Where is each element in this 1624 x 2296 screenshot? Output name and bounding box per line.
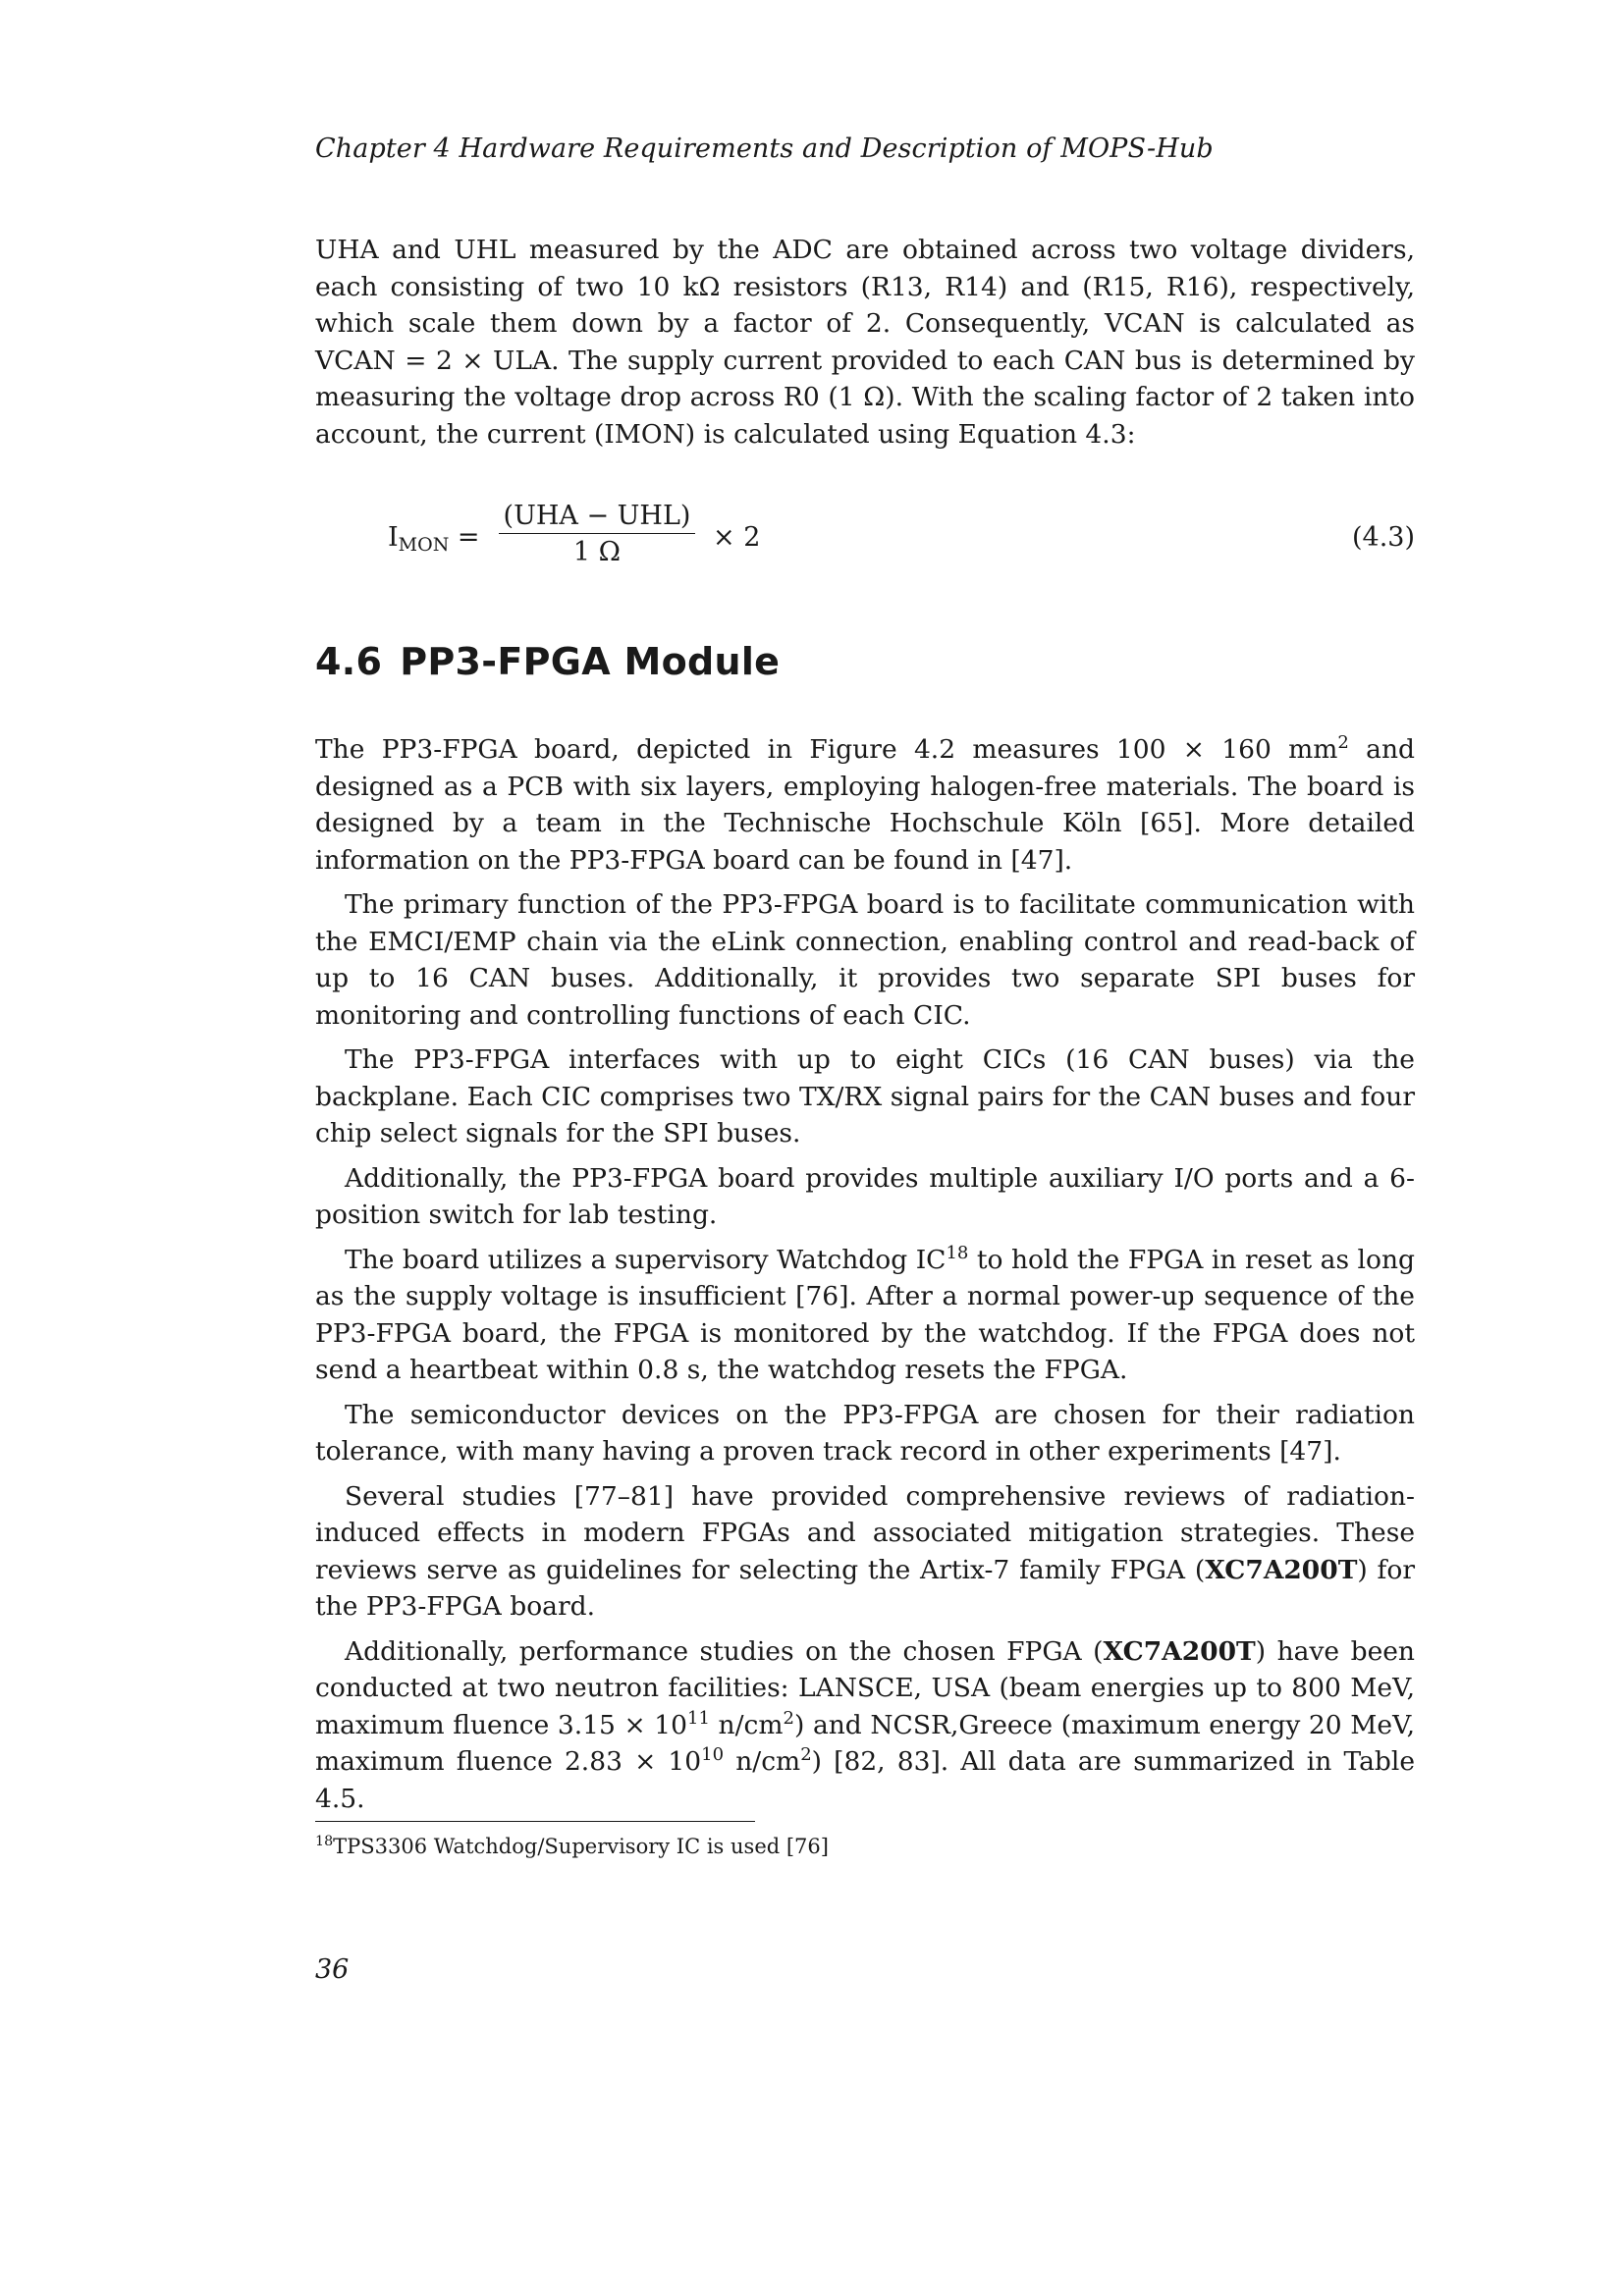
paragraph	[315, 1478, 1415, 1626]
text-run: Additionally, performance studies on the chosen FPGA (	[345, 1635, 1104, 1667]
text-run: The PP3-FPGA board, depicted in Figure 4.2 measures 100 × 160 mm	[315, 734, 1338, 765]
part-number: XC7A200T	[1205, 1554, 1358, 1585]
section-number: 4.6	[315, 640, 383, 683]
equation-fraction	[499, 501, 695, 567]
equation-numerator: (UHA − UHL)	[499, 501, 695, 534]
equation-lhs-symbol: I	[388, 522, 399, 553]
text-run: n/cm	[709, 1709, 784, 1740]
page-number: 36	[315, 1954, 350, 1985]
paragraph: The semiconductor devices on the PP3-FPGA are chosen for their radiation tolerance, with many having a proven track record in other experiments [47].	[315, 1399, 1415, 1467]
text-run: to hold the FPGA in reset as long as the supply voltage is insufficient [76]. After a normal power-up sequence of the PP3-FPGA board, the FPGA is monitored by the watchdog. If the FPGA does not send a heartbeat within 0.8 s, the watchdog resets the FPGA.	[315, 1244, 1415, 1385]
paragraph	[315, 1242, 1415, 1389]
equation-lhs	[388, 522, 480, 556]
section-title: PP3-FPGA Module	[400, 640, 781, 683]
footnote-text: TPS3306 Watchdog/Supervisory IC is used [76]	[333, 1835, 829, 1858]
intro-section	[315, 232, 1415, 460]
superscript: 10	[701, 1744, 725, 1766]
text-run: ) have been conducted at two neutron facilities: LANSCE, USA (beam energies up to 800 MeV, maximum fluence 3.15 × 10	[315, 1635, 1415, 1740]
text-run: ) for the PP3-FPGA board.	[315, 1554, 1415, 1622]
paragraph: The primary function of the PP3-FPGA board is to facilitate communication with the EMCI/EMP chain via the eLink connection, enabling control and read-back of up to 16 CAN buses. Additionally, it provides two separate SPI buses for monitoring and controlling functions of each CIC.	[315, 889, 1415, 1031]
superscript: 2	[800, 1744, 812, 1766]
superscript: 2	[1337, 732, 1349, 754]
footnote	[315, 1832, 829, 1861]
text-run: The board utilizes a supervisory Watchdog IC	[345, 1244, 947, 1275]
equation-number: (4.3)	[1351, 522, 1415, 553]
section-heading	[315, 640, 780, 683]
text-run: and designed as a PCB with six layers, employing halogen-free materials. The board is designed by a team in the Technische Hochschule Köln [65]. More detailed information on the PP3-FPGA board can be found in [47].	[315, 734, 1415, 876]
part-number: XC7A200T	[1103, 1635, 1256, 1667]
paragraph	[315, 731, 1415, 879]
text-run: Several studies [77–81] have provided comprehensive reviews of radiation-induced effects in modern FPGAs and associated mitigation strategies. These reviews serve as guidelines for selecting the Artix-7 family FPGA (	[315, 1480, 1415, 1585]
equation-rhs: × 2	[713, 522, 761, 553]
equation-equals: =	[457, 522, 480, 553]
text-run: n/cm	[724, 1746, 801, 1777]
superscript: 11	[687, 1707, 710, 1729]
footnote-marker: 18	[946, 1242, 969, 1263]
paragraph: Additionally, the PP3-FPGA board provides multiple auxiliary I/O ports and a 6-position switch for lab testing.	[315, 1162, 1415, 1230]
equation-4-3	[315, 501, 1415, 579]
section-body	[315, 731, 1415, 1825]
running-head: Chapter 4 Hardware Requirements and Description of MOPS-Hub	[315, 133, 1214, 164]
paragraph: The PP3-FPGA interfaces with up to eight CICs (16 CAN buses) via the backplane. Each CIC comprises two TX/RX signal pairs for the CAN buses and four chip select signals for the SPI buses.	[315, 1044, 1415, 1148]
paragraph: UHA and UHL measured by the ADC are obtained across two voltage dividers, each consisting of two 10 kΩ resistors (R13, R14) and (R15, R16), respectively, which scale them down by a factor of 2. Consequently, VCAN is calculated as VCAN = 2 × ULA. The supply current provided to each CAN bus is determined by measuring the voltage drop across R0 (1 Ω). With the scaling factor of 2 taken into account, the current (IMON) is calculated using Equation 4.3:	[315, 235, 1415, 450]
text-run: ) [82, 83]. All data are summarized in Table 4.5.	[315, 1746, 1416, 1814]
equation-lhs-subscript: MON	[398, 534, 450, 556]
footnote-mark: 18	[315, 1834, 334, 1849]
footnote-rule	[315, 1821, 755, 1822]
equation-denominator: 1 Ω	[572, 537, 622, 567]
paragraph	[315, 1633, 1415, 1818]
text-run: ) and NCSR,Greece (maximum energy 20 MeV, maximum fluence 2.83 × 10	[315, 1709, 1415, 1777]
superscript: 2	[783, 1707, 794, 1729]
